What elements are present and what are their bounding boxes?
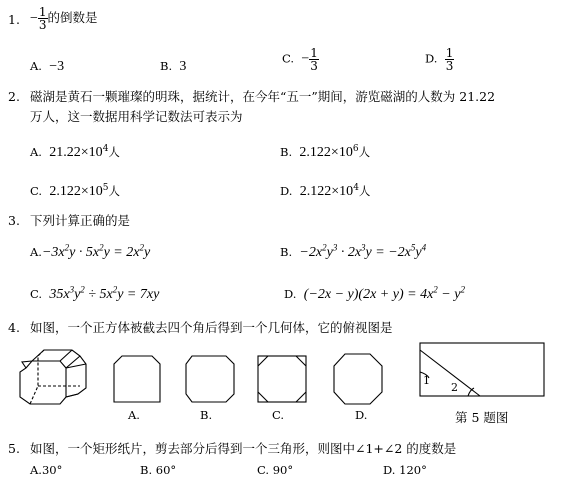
fraction: $\frac{1}{3}$ xyxy=(38,5,47,32)
q5-option-d[interactable]: D. 120° xyxy=(383,463,427,477)
angle-1-label: 1 xyxy=(423,374,430,387)
question-3-stem: 下列计算正确的是 xyxy=(30,213,131,228)
q2-option-c[interactable]: C. $2.122\times 10^5$人 xyxy=(30,183,120,199)
question-3-number: 3. xyxy=(8,213,20,228)
q4-label-a: A. xyxy=(128,408,140,422)
question-1-number: 1. xyxy=(8,12,20,27)
question-2-line2: 万人，这一数据用科学记数法可表示为 xyxy=(30,109,243,124)
fraction: $\frac{1}{3}$ xyxy=(445,46,454,73)
fraction: $\frac{1}{3}$ xyxy=(310,46,318,73)
q1-option-c[interactable]: C. − $\frac{1}{3}$ xyxy=(282,46,318,73)
q1-option-b[interactable]: B. 3 xyxy=(160,59,187,74)
question-1-stem: − $\frac{1}{3}$ 的倒数是 xyxy=(30,5,98,32)
question-5-number: 5. xyxy=(8,441,20,456)
q4-label-b: B. xyxy=(200,408,213,422)
q4-label-d: D. xyxy=(355,408,368,422)
q5-option-c[interactable]: C. 90° xyxy=(257,463,294,477)
q2-option-a[interactable]: A. $21.22\times 10^4$人 xyxy=(30,144,120,160)
q2-option-d[interactable]: D. $2.122\times 10^4$人 xyxy=(280,183,371,199)
q4-label-c: C. xyxy=(272,408,285,422)
figure-5-caption: 第 5 题图 xyxy=(455,410,509,425)
question-4-stem: 如图，一个正方体被截去四个角后得到一个几何体，它的俯视图是 xyxy=(30,320,393,335)
q3-option-b[interactable]: B. $-2x^2y^3 \cdot 2x^3y = -2x^5y^4$ xyxy=(280,242,427,260)
question-5-stem: 如图，一个矩形纸片，剪去部分后得到一个三角形，则图中∠1+∠2 的度数是 xyxy=(30,441,457,456)
question-4-number: 4. xyxy=(8,320,20,335)
q2-option-b[interactable]: B. $2.122\times 10^6$人 xyxy=(280,144,371,160)
q5-option-b[interactable]: B. 60° xyxy=(140,463,177,477)
q3-option-d[interactable]: D. $(-2x - y)(2x + y) = 4x^2 - y^2$ xyxy=(284,284,465,302)
q3-option-a[interactable]: $A.-3x^2y \cdot 5x^2y = 2x^2y$ xyxy=(30,242,151,260)
q5-option-a[interactable]: A.30° xyxy=(30,463,63,477)
q1-option-d[interactable]: D. $\frac{1}{3}$ xyxy=(425,46,454,73)
question-2-number: 2. xyxy=(8,89,20,104)
q1-option-a[interactable]: A. −3 xyxy=(30,59,65,74)
question-2-line1: 磁湖是黄石一颗璀璨的明珠，据统计，在今年“五一”期间，游览磁湖的人数为 21.22 xyxy=(30,89,496,104)
q3-option-c[interactable]: C. $35x^3y^2 \div 5x^2y = 7xy$ xyxy=(30,284,160,302)
angle-2-label: 2 xyxy=(451,381,458,394)
